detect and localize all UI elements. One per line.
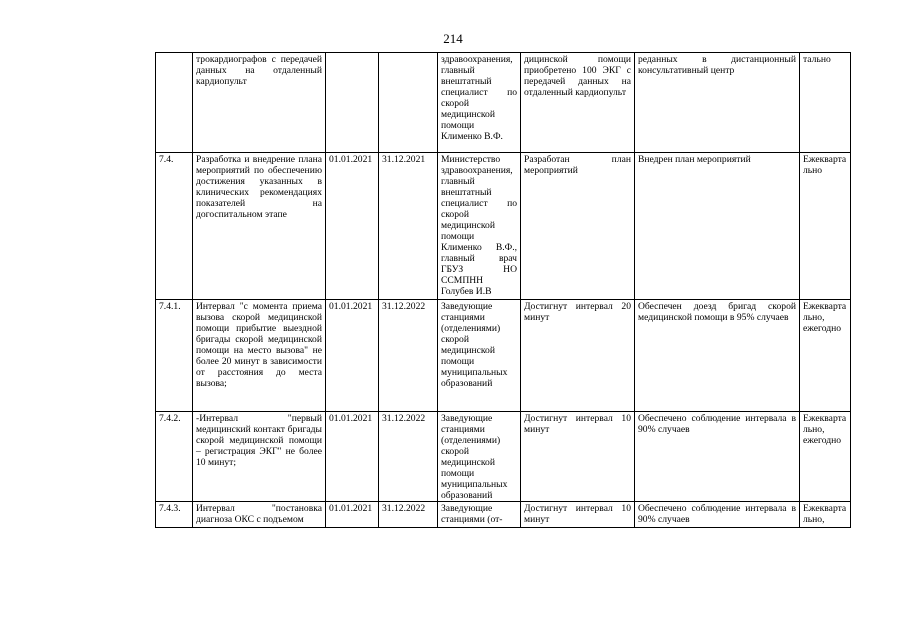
responsible-cell: Министерство здравоохранения, главный внештатный специалист по скорой медицинской помощи Клименко В.Ф., главный врач ГБУЗ НО ССМПНН Голубев И.В <box>438 153 521 300</box>
plan-table <box>155 52 851 528</box>
period-cell: Ежеквартально, ежегодно <box>800 412 851 502</box>
activity-name-cell: Интервал "постановка диагноза ОКС с подъемом <box>193 502 326 528</box>
period-cell: Ежеквартально, <box>800 502 851 528</box>
period-cell: Ежеквартально <box>800 153 851 300</box>
result-cell: дицинской помощи приобретено 100 ЭКГ с передачей данных на отдаленный кардиопульт <box>521 53 635 153</box>
start-date-cell: 01.01.2021 <box>326 153 379 300</box>
start-date-cell: 01.01.2021 <box>326 502 379 528</box>
effect-cell: Обеспечен доезд бригад скорой медицинской помощи в 95% случаев <box>635 300 800 412</box>
effect-cell: Внедрен план мероприятий <box>635 153 800 300</box>
end-date-cell: 31.12.2022 <box>379 412 438 502</box>
period-cell: Ежеквартально, ежегодно <box>800 300 851 412</box>
table-row <box>156 300 851 412</box>
responsible-cell: Заведующие станциями (отделениями) скорой медицинской помощи муниципальных образований <box>438 300 521 412</box>
start-date-cell: 01.01.2021 <box>326 300 379 412</box>
activity-name-cell: -Интервал "первый медицинский контакт бригады скорой медицинской помощи – регистрация ЭКГ" не более 10 минут; <box>193 412 326 502</box>
row-number-cell: 7.4.3. <box>156 502 193 528</box>
start-date-cell: 01.01.2021 <box>326 412 379 502</box>
end-date-cell: 31.12.2022 <box>379 300 438 412</box>
start-date-cell <box>326 53 379 153</box>
table-row <box>156 153 851 300</box>
result-cell: Достигнут интервал 10 минут <box>521 412 635 502</box>
activity-name-cell: Интервал "с момента приема вызова скорой медицинской помощи прибытие выездной бригады скорой медицинской помощи на место вызова" не более 20 минут в зависимости от расстояния до места вызова; <box>193 300 326 412</box>
end-date-cell: 31.12.2022 <box>379 502 438 528</box>
table-row <box>156 502 851 528</box>
row-number-cell <box>156 53 193 153</box>
responsible-cell: Заведующие станциями (от- <box>438 502 521 528</box>
activity-name-cell: трокардиографов с передачей данных на отдаленный кардиопульт <box>193 53 326 153</box>
page-number: 214 <box>443 31 463 46</box>
period-cell: тально <box>800 53 851 153</box>
row-number-cell: 7.4. <box>156 153 193 300</box>
result-cell: Достигнут интервал 20 минут <box>521 300 635 412</box>
end-date-cell: 31.12.2021 <box>379 153 438 300</box>
result-cell: Разработан план мероприятий <box>521 153 635 300</box>
end-date-cell <box>379 53 438 153</box>
effect-cell: Обеспечено соблюдение интервала в 90% случаев <box>635 502 800 528</box>
table-row <box>156 53 851 153</box>
effect-cell: реданных в дистанционный консультативный центр <box>635 53 800 153</box>
effect-cell: Обеспечено соблюдение интервала в 90% случаев <box>635 412 800 502</box>
row-number-cell: 7.4.1. <box>156 300 193 412</box>
result-cell: Достигнут интервал 10 минут <box>521 502 635 528</box>
responsible-cell: здравоохранения, главный внештатный специалист по скорой медицинской помощи Клименко В.Ф. <box>438 53 521 153</box>
table-row <box>156 412 851 502</box>
responsible-cell: Заведующие станциями (отделениями) скорой медицинской помощи муниципальных образований <box>438 412 521 502</box>
activity-name-cell: Разработка и внедрение плана мероприятий по обеспечению достижения указанных в клинических рекомендациях показателей на догоспитальном этапе <box>193 153 326 300</box>
row-number-cell: 7.4.2. <box>156 412 193 502</box>
